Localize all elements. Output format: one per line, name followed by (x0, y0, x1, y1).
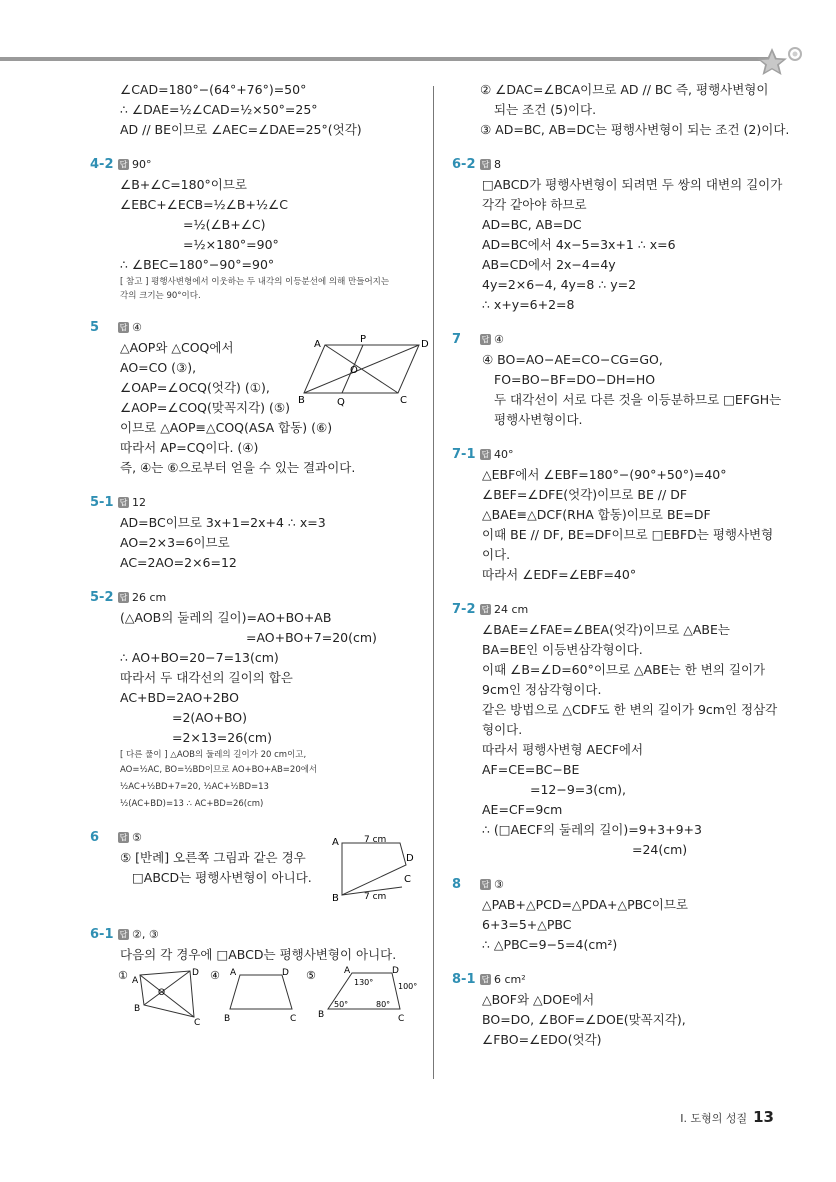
figure-number: ⑤ (306, 969, 316, 982)
angle-label: 50° (334, 1000, 349, 1009)
text-line: =2×13=26(cm) (172, 730, 272, 745)
carry-over-solution (452, 80, 792, 140)
problem-8-1 (452, 969, 792, 1050)
answer: 90° (132, 158, 152, 171)
length-label: 7 cm (364, 835, 387, 845)
vertex-label: B (318, 1010, 325, 1020)
answer: 24 cm (494, 603, 529, 616)
text-line: ∠B+∠C=180°이므로 (120, 177, 247, 192)
answer-badge: 답 (481, 975, 490, 984)
problem-number: 8 (452, 877, 462, 892)
figure-number: ① (118, 969, 128, 982)
vertex-label: D (392, 966, 399, 976)
problem-7-1 (452, 444, 792, 585)
problem-number: 5-2 (90, 590, 114, 605)
text-line: 이므로 △AOP≡△COQ(ASA 합동) (⑥) (120, 420, 333, 435)
text-line: ∠FBO=∠EDO(엇각) (482, 1032, 602, 1047)
text-line: 각각 같아야 하므로 (482, 197, 587, 212)
vertex-label: C (398, 1014, 405, 1024)
problem-number: 4-2 (90, 157, 114, 172)
answer-badge: 답 (481, 335, 490, 344)
text-line: ⑤ [반례] 오른쪽 그림과 같은 경우 (120, 850, 306, 865)
answer: ④ (132, 321, 142, 334)
text-line: AC+BD=2AO+2BO (120, 690, 239, 705)
text-line: 되는 조건 (5)이다. (494, 102, 597, 117)
note-line: AO=½AC, BO=½BD이므로 AO+BO+AB=20에서 (120, 765, 318, 775)
text-line: △PAB+△PCD=△PDA+△PBC이므로 (482, 897, 688, 912)
text-line: ③ AD=BC, AB=DC는 평행사변형이 되는 조건 (2)이다. (480, 122, 790, 137)
answer: 6 cm² (494, 973, 526, 986)
text-line: △BAE≡△DCF(RHA 합동)이므로 BE=DF (482, 507, 711, 522)
text-line: AB=CD에서 2x−4=4y (482, 257, 616, 272)
text-line: 따라서 두 대각선의 길이의 합은 (120, 670, 293, 685)
vertex-label: B (224, 1014, 231, 1024)
vertex-label: A (314, 339, 321, 350)
vertex-label: C (290, 1014, 297, 1024)
vertex-label: O (350, 365, 358, 376)
answer: ⑤ (132, 831, 142, 844)
problem-4-2 (90, 154, 426, 303)
text-line: ∠BEF=∠DFE(엇각)이므로 BE // DF (482, 487, 688, 502)
parallelogram-figure (300, 333, 428, 407)
page-number: 13 (753, 1108, 774, 1126)
vertex-label: C (400, 395, 407, 406)
text-line: 평행사변형이다. (494, 412, 583, 427)
answer-badge: 답 (481, 880, 490, 889)
answer-badge: 답 (481, 605, 490, 614)
text-line: 4y=2×6−4, 4y=8 ∴ y=2 (482, 277, 637, 292)
answer: 12 (132, 496, 146, 509)
text-line: =AO+BO+7=20(cm) (246, 630, 377, 645)
length-label: 7 cm (364, 892, 387, 902)
note-line: 각의 크기는 90°이다. (120, 291, 201, 301)
text-line: ∠AOP=∠COQ(맞꼭지각) (⑤) (120, 400, 290, 415)
answer-badge: 답 (119, 833, 128, 842)
text-line: ∠OAP=∠OCQ(엇각) (①), (120, 380, 270, 395)
figure-number: ④ (210, 969, 220, 982)
answer: 8 (494, 158, 501, 171)
text-line: ∠BAE=∠FAE=∠BEA(엇각)이므로 △ABE는 (482, 622, 730, 637)
vertex-label: D (421, 339, 429, 350)
answer: 40° (494, 448, 514, 461)
vertex-label: D (406, 853, 414, 864)
angle-label: 130° (354, 978, 374, 987)
carry-over-solution (90, 80, 426, 140)
text-line: △BOF와 △DOE에서 (482, 992, 595, 1007)
answer-badge: 답 (119, 160, 128, 169)
text-line: □ABCD가 평행사변형이 되려면 두 쌍의 대변의 길이가 (482, 177, 783, 192)
problem-number: 6-2 (452, 157, 476, 172)
page-footer (680, 1108, 774, 1126)
text-line: AC=2AO=2×6=12 (120, 555, 237, 570)
text-line: 따라서 평행사변형 AECF에서 (482, 742, 644, 757)
chapter-title: Ⅰ. 도형의 성질 (680, 1112, 748, 1125)
text-line: 다음의 각 경우에 □ABCD는 평행사변형이 아니다. (120, 947, 397, 962)
angle-label: 80° (376, 1000, 391, 1009)
text-line: ∠EBC+∠ECB=½∠B+½∠C (120, 197, 288, 212)
text-line: ② ∠DAC=∠BCA이므로 AD // BC 즉, 평행사변형이 (480, 82, 769, 97)
vertex-label: A (230, 968, 237, 978)
problem-number: 7-1 (452, 447, 476, 462)
header-rule (0, 57, 775, 61)
text-line: AD=BC이므로 3x+1=2x+4 ∴ x=3 (120, 515, 326, 530)
text-line: BA=BE인 이등변삼각형이다. (482, 642, 643, 657)
answer-badge: 답 (119, 593, 128, 602)
answer: 26 cm (132, 591, 167, 604)
problem-number: 7-2 (452, 602, 476, 617)
note-line: ½(AC+BD)=13 ∴ AC+BD=26(cm) (120, 799, 264, 809)
text-line: 형이다. (482, 722, 523, 737)
problem-number: 8-1 (452, 972, 476, 987)
answer-badge: 답 (119, 930, 128, 939)
text-line: ∴ x+y=6+2=8 (482, 297, 575, 312)
text-line: BO=DO, ∠BOF=∠DOE(맞꼭지각), (482, 1012, 686, 1027)
answer: ②, ③ (132, 928, 159, 941)
text-line: (△AOB의 둘레의 길이)=AO+BO+AB (120, 610, 332, 625)
text-line: AF=CE=BC−BE (482, 762, 580, 777)
text-line: AD // BE이므로 ∠AEC=∠DAE=25°(엇각) (120, 122, 362, 137)
problem-number: 6 (90, 830, 100, 845)
column-divider (433, 86, 434, 1079)
text-line: ∴ ∠BEC=180°−90°=90° (120, 257, 275, 272)
answer: ④ (494, 333, 504, 346)
answer-badge: 답 (119, 323, 128, 332)
vertex-label: A (332, 837, 339, 848)
answer-badge: 답 (481, 450, 490, 459)
text-line: =12−9=3(cm), (530, 782, 627, 797)
text-line: 즉, ④는 ⑥으로부터 얻을 수 있는 결과이다. (120, 460, 356, 475)
angle-label: 100° (398, 982, 418, 991)
answer-badge: 답 (119, 498, 128, 507)
text-line: 9cm인 정삼각형이다. (482, 682, 602, 697)
text-line: ∴ AO+BO=20−7=13(cm) (120, 650, 279, 665)
text-line: □ABCD는 평행사변형이 아니다. (132, 870, 312, 885)
vertex-label: C (404, 874, 411, 885)
note-line: ½AC+½BD+7=20, ½AC+½BD=13 (120, 782, 269, 792)
vertex-label: B (332, 893, 339, 904)
problem-7 (452, 329, 792, 430)
text-line: =½×180°=90° (183, 237, 279, 252)
vertex-label: D (192, 968, 199, 978)
star-icon (752, 44, 808, 80)
problem-8 (452, 874, 792, 955)
vertex-label: A (344, 966, 351, 976)
text-line: FO=BO−BF=DO−DH=HO (494, 372, 656, 387)
problem-7-2 (452, 599, 792, 860)
note-line: [ 참고 ] 평행사변형에서 이웃하는 두 내각의 이등분선에 의해 만들어지는 (120, 277, 390, 287)
text-line: =½(∠B+∠C) (183, 217, 266, 232)
nonparallelogram-figures (114, 965, 444, 1027)
text-line: ∴ △PBC=9−5=4(cm²) (482, 937, 618, 952)
text-line: 이다. (482, 547, 511, 562)
text-line: =2(AO+BO) (172, 710, 248, 725)
vertex-label: B (134, 1004, 141, 1014)
text-line: AE=CF=9cm (482, 802, 563, 817)
text-line: ∴ ∠DAE=½∠CAD=½×50°=25° (120, 102, 318, 117)
answer-badge: 답 (481, 160, 490, 169)
text-line: ∠CAD=180°−(64°+76°)=50° (120, 82, 307, 97)
problem-number: 7 (452, 332, 462, 347)
vertex-label: D (282, 968, 289, 978)
text-line: AO=2×3=6이므로 (120, 535, 230, 550)
vertex-label: C (194, 1018, 201, 1028)
vertex-label: O (158, 988, 166, 998)
problem-5-1 (90, 492, 426, 573)
problem-number: 5-1 (90, 495, 114, 510)
text-line: 같은 방법으로 △CDF도 한 변의 길이가 9cm인 정삼각 (482, 702, 778, 717)
problem-5 (90, 317, 429, 478)
vertex-label: B (298, 395, 305, 406)
text-line: 6+3=5+△PBC (482, 917, 572, 932)
text-line: 이때 BE // DF, BE=DF이므로 □EBFD는 평행사변형 (482, 527, 774, 542)
text-line: AD=BC에서 4x−5=3x+1 ∴ x=6 (482, 237, 676, 252)
problem-5-2 (90, 587, 426, 813)
text-line: △AOP와 △COQ에서 (120, 340, 234, 355)
vertex-label: Q (337, 397, 345, 408)
problem-6-2 (452, 154, 792, 315)
answer: ③ (494, 878, 504, 891)
text-line: ④ BO=AO−AE=CO−CG=GO, (482, 352, 663, 367)
vertex-label: P (360, 334, 367, 345)
vertex-label: A (132, 976, 139, 986)
text-line: 두 대각선이 서로 다른 것을 이등분하므로 □EFGH는 (494, 392, 782, 407)
text-line: 따라서 ∠EDF=∠EBF=40° (482, 567, 637, 582)
text-line: △EBF에서 ∠EBF=180°−(90°+50°)=40° (482, 467, 727, 482)
text-line: 따라서 AP=CQ이다. (④) (120, 440, 259, 455)
problem-6-1 (90, 924, 426, 1031)
problem-number: 6-1 (90, 927, 114, 942)
note-line: [ 다른 풀이 ] △AOB의 둘레의 길이가 20 cm이고, (120, 750, 307, 760)
text-line: AD=BC, AB=DC (482, 217, 582, 232)
text-line: =24(cm) (632, 842, 688, 857)
text-line: AO=CO (③), (120, 360, 197, 375)
text-line: 이때 ∠B=∠D=60°이므로 △ABE는 한 변의 길이가 (482, 662, 766, 677)
text-line: ∴ (□AECF의 둘레의 길이)=9+3+9+3 (482, 822, 702, 837)
problem-6 (90, 827, 426, 910)
problem-number: 5 (90, 320, 100, 335)
right-column (452, 80, 792, 1064)
counterexample-figure (332, 835, 422, 903)
left-column (90, 80, 429, 1045)
